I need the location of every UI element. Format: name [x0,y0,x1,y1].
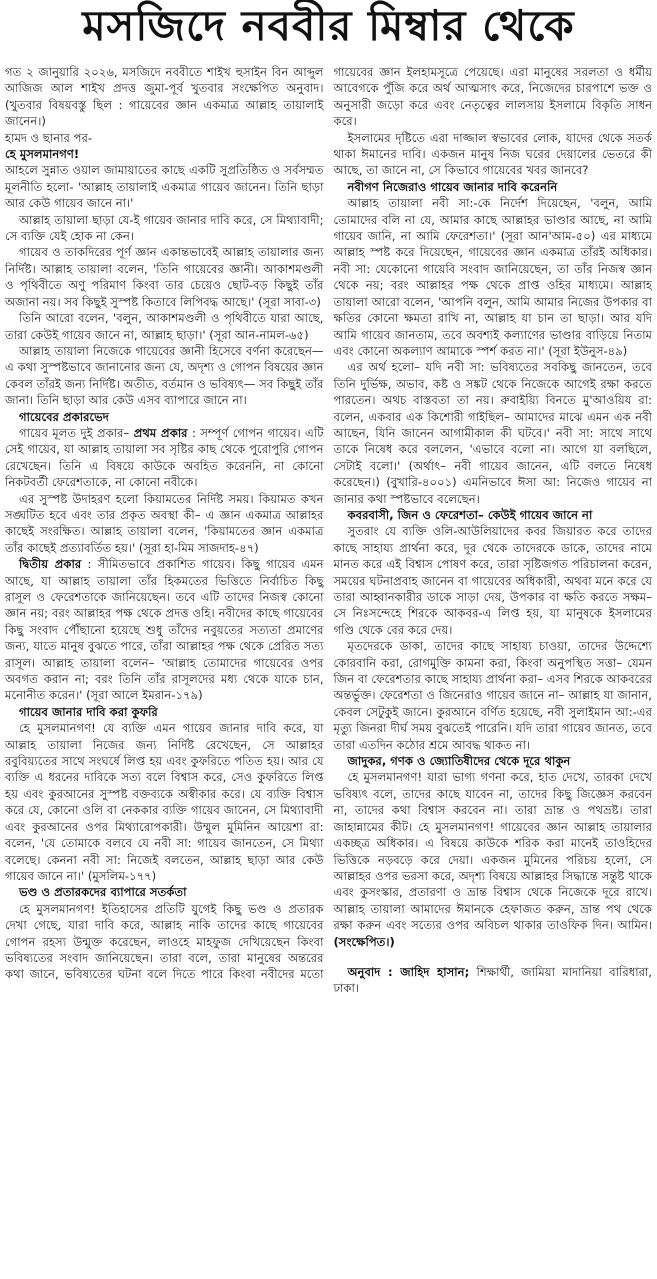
text-run: ইসলামের দৃষ্টিতে এরা দাজ্জাল স্বভাবের লোক, যাদের থেকে সতর্ক থাকা ঈমানের দাবি। একজন মানুষ নিজ ঘরের দেয়ালের ভেতরে কী আছে, তা জানে না, সে কিভাবে গায়েবের খবর জানবে? [333,130,652,178]
article-body [0,54,657,1264]
text-run: হামদ ও ছানার পর- [5,130,93,145]
paragraph [5,162,324,211]
text-run: : সীমিতভাবে প্রকাশিত গায়েব। কিছু গায়েব এমন আছে, যা আল্লাহ তায়ালা তাঁর হিকমতের ভিত্তিতে নির্বাচিত কিছু রাসূল ও ফেরেশতাকে জানিয়েছেন। তবে এটি তাদের নিজস্ব কোনো জ্ঞান নয়; বরং আল্লাহর পক্ষ থেকে প্রদত্ত ওহি। নবীদের কাছে গায়েবের কিছু সংবাদ পৌঁছানো হয়েছে শুধু তাঁদের নবুয়তের সত্যতা প্রমাণের জন্য, যাতে মানুষ বুঝতে পারে, তাঁরা আল্লাহর পক্ষ থেকে প্রেরিত সত্য রাসূল। আল্লাহ তায়ালা বলেন– 'আল্লাহ তোমাদের গায়েবের ওপর অবগত করান না; বরং তিনি তাঁর রাসূলদের মধ্য থেকে যাকে চান, মনোনীত করেন।' (সূরা আলে ইমরান-১৭৯) [5,557,324,703]
section-heading [5,409,324,425]
paragraph [334,638,653,753]
paragraph [5,130,324,146]
bold-text: দ্বিতীয় প্রকার [19,557,82,572]
translator-credit [334,964,653,997]
paragraph [5,491,324,557]
article-title: মসজিদে নববীর মিম্বার থেকে [82,1,575,50]
text-run: হে মুসলমানগণ! ইতিহাসের প্রতিটি যুগেই কিছু ভণ্ড ও প্রতারক দেখা গেছে, যারা দাবি করে, আল্লাহ নাকি তাদের কাছে গায়েবের গোপন রহস্য উন্মুক্ত করেছেন, লাওহে মাহফুজ দেখিয়েছেন কিংবা ভবিষ্যতের সংবাদ জানিয়েছেন। তারা বলে, তারা মানুষের অন্তরের কথা জানে, ভবিষ্যতের ঘটনা বলে দিতে পারে কিংবা নবীদের মতো গায়েবের জ্ঞান ইলহামসূত্রে পেয়েছে। এরা মানুষের সরলতা ও ধর্মীয় আবেগকে পুঁজি করে অর্থ আত্মসাৎ করে, নিজেদের চারপাশে ভক্ত ও অনুসারী জড়ো করে এবং নেতৃত্বের লালসায় ইসলামে বিকৃতি সাধন করে। [5,65,652,982]
text-run: সুতরাং যে ব্যক্তি ওলি-আউলিয়াদের কবর জিয়ারত করে তাদের কাছে সাহায্য প্রার্থনা করে, দূর থেকে তাদেরকে ডাকে, তাদের নামে মানত করে এই বিশ্বাস পোষণ করে, তারা সৃষ্টিজগত পরিচালনা করেন, সময়ের ঘটনাপ্রবাহ জানেন বা গায়েবের অধিকারী, অথবা মনে করে যে তারা আহ্বানকারীর ডাকে সাড়া দেয়, উপকার বা ক্ষতি করতে সক্ষম– সে নিঃসন্দেহে শিরকে আকবর-এ লিপ্ত হয়, যা মানুষকে ইসলামের গণ্ডি থেকে বের করে দেয়। [333,524,652,637]
section-heading [5,704,324,720]
text-run: আহলে সুন্নাত ওয়াল জামায়াতের কাছে একটি সুপ্রতিষ্ঠিত ও সর্বসম্মত মূলনীতি হলো- 'আল্লাহ তায়ালাই একমাত্র গায়েব জানেন। তিনি ছাড়া আর কেউ গায়েব জানে না।' [5,163,324,211]
paragraph [5,343,324,409]
text-run: জাদুকর, গণক ও জ্যোতিষীদের থেকে দূরে থাকুন [347,754,571,769]
paragraph [334,195,653,359]
paragraph [5,244,324,310]
text-run: এর সুস্পষ্ট উদাহরণ হলো কিয়ামতের নির্দিষ্ট সময়। কিয়ামত কখন সঙ্ঘটিত হবে এবং তার প্রকৃত অবস্থা কী– এ জ্ঞান একমাত্র আল্লাহর কাছেই সংরক্ষিত। আল্লাহ তায়ালা বলেন, 'কিয়ামতের জ্ঞান একমাত্র তাঁর কাছেই প্রত্যাবর্তিত হয়।' (সূরা হা-মিম সাজদাহ-৪৭) [5,491,324,555]
text-run: ভণ্ড ও প্রতারকদের ব্যাপারে সতর্কতা [19,885,187,900]
paragraph [5,556,324,704]
text-run: নবীগণ নিজেরাও গায়েব জানার দাবি করেননি [347,179,558,194]
paragraph [334,359,653,507]
section-heading [5,884,324,900]
text-run: গত ২ জানুয়ারি ২০২৬, মসজিদে নববীতে শাইখ হুসাইন বিন আব্দুল আজিজ আল শাইখ প্রদত্ত জুমা-পূর্ব খুতবার সংক্ষেপিত অনুবাদ। (খুতবার বিষয়বস্তু ছিল : গায়েবের জ্ঞান একমাত্র আল্লাহ তায়ালাই জানেন।) [5,65,324,129]
bold-text: (সংক্ষেপিত।) [333,934,395,949]
text-run: তিনি আরো বলেন, 'বলুন, আকাশমণ্ডলী ও পৃথিবীতে যারা আছে, তারা কেউই গায়েব জানে না, আল্লাহ ছাড়া।' (সূরা আন-নামল-৬৫) [5,311,324,342]
section-heading [334,753,653,769]
section-heading [334,507,653,523]
text-run: আল্লাহ তায়ালা নবী সা:-কে নির্দেশ দিয়েছেন, 'বলুন, আমি তোমাদের বলি না যে, আমার কাছে আল্লাহর ভাণ্ডার আছে, না আমি গায়েব জানি, না আমি ফেরেশতা।' (সূরা আন'আম-৫০) এর মাধ্যমে আল্লাহ স্পষ্ট করে দিয়েছেন, গায়েবের জ্ঞান একমাত্র তাঁরই অধিকার। নবী সা: যেকোনো গায়েবি সংবাদ জানিয়েছেন, তা তাঁর নিজস্ব জ্ঞান থেকে নয়; বরং আল্লাহর পক্ষ থেকে প্রাপ্ত ওহির মাধ্যমে। আল্লাহ তায়ালা আরো বলেন, 'আপনি বলুন, আমি আমার নিজের উপকার বা ক্ষতির কোনো ক্ষমতা রাখি না, আল্লাহ যা চান তা ছাড়া। আর যদি আমি গায়েব জানতাম, তবে অবশ্যই কল্যাণের ভাণ্ডার বাড়িয়ে নিতাম এবং কোনো অকল্যাণ আমাকে স্পর্শ করত না।' (সূরা ইউনুস-৪৯) [333,196,652,358]
paragraph [5,64,324,130]
text-run: কবরবাসী, জিন ও ফেরেশতা– কেউই গায়েব জানে না [347,507,593,522]
text-run: মৃতদেরকে ডাকা, তাদের কাছে সাহায্য চাওয়া, তাদের উদ্দেশ্যে কোরবানি করা, রোগমুক্তি কামনা করা, কিংবা অনুপস্থিত সত্তা– যেমন জিন বা ফেরেশতার কাছে সাহায্য প্রার্থনা করা– এসব শিরকে আকবরের অন্তর্ভুক্ত। ফেরেশতা ও জিনেরাও গায়েব জানে না– আল্লাহ যা জানান, কেবল সেটুকুই জানে। কুরআনে বর্ণিত হয়েছে, নবী সুলাইমান আ:-এর মৃত্যু জিনরা দীর্ঘ সময় বুঝতেই পারেনি। যদি তারা গায়েব জানত, তবে তারা এতদিন কঠোর শ্রমে আবদ্ধ থাকত না। [333,639,652,752]
text-run: গায়েব মূলত দুই প্রকার– [19,425,134,440]
paragraph [5,720,324,884]
text-run: হে মুসলমানগণ! যে ব্যক্তি এমন গায়েব জানার দাবি করে, যা আল্লাহ তায়ালা নিজের জন্য নির্দিষ্ট রেখেছেন, সে আল্লাহর রবুবিয়্যতের সাথে সংঘর্ষে লিপ্ত হয় এবং কুফরিতে পতিত হয়। আর যে ব্যক্তি এ ধরনের দাবিকে সত্য বলে বিশ্বাস করে, সেও কুফরিতে লিপ্ত হয় এবং কুরআনের সুস্পষ্ট বক্তব্যকে অস্বীকার করে। যে ব্যক্তি বিশ্বাস করে যে, কোনো ওলি বা নেককার ব্যক্তি গায়েব জানেন, সে মিথ্যাবাদী এবং কুরআনের ওপর মিথ্যারোপকারী। উম্মুল মুমিনিন আয়েশা রা: বলেন, 'যে তোমাকে বলবে যে নবী সা: গায়েব জানতেন, সে মিথ্যা বলেছে। কেননা নবী সা: নিজেই বলতেন, আল্লাহ ছাড়া আর কেউ গায়েব জানে না।' (মুসলিম-১৭৭) [5,721,324,883]
section-heading [5,146,324,162]
text-run: এর অর্থ হলো– যদি নবী সা: ভবিষ্যতের সবকিছু জানতেন, তবে তিনি দুর্ভিক্ষ, অভাব, কষ্ট ও সঙ্কট থেকে নিজেকে আগেই রক্ষা করতে পারতেন। অথচ বাস্তবতা তা নয়। রুবাইয়্যি বিনতে মু'আওয়িয রা: বলেন, একবার এক কিশোরী গাইছিল– আমাদের মাঝে এমন এক নবী আছেন, যিনি জানেন আগামীকাল কী ঘটবে।' নবী সা: সাথে সাথে তাকে নিষেধ করে বললেন, 'এভাবে বলো না। আগে যা বলছিলে, সেটাই বলো।' (অর্থাৎ– নবী গায়েব জানেন, এটি বলতে নিষেধ করেছেন।) (বুখারি-৪০০১) এমনিভাবে ঈসা আ: নিজেও গায়েব না জানার কথা স্পষ্টভাবে বলেছেন। [333,360,652,506]
paragraph [5,310,324,343]
bold-text: অনুবাদ : জাহিদ হাসান; [347,964,470,979]
section-heading [334,179,653,195]
paragraph [334,130,653,179]
paragraph [334,523,653,638]
bold-text: প্রথম প্রকার [133,425,188,440]
text-run: গায়েব ও তাকদিরের পূর্ণ জ্ঞান একান্তভাবেই আল্লাহ তায়ালার জন্য নির্দিষ্ট। আল্লাহ তায়ালা বলেন, 'তিনি গায়েবের জ্ঞানী। আকাশমণ্ডলী ও পৃথিবীতে অণু পরিমাণ কিংবা তার চেয়েও ছোট-বড় কিছুই তাঁর অজানা নয়। সব কিছুই সুস্পষ্ট কিতাবে লিপিবদ্ধ আছে।' (সূরা সাবা-৩) [5,245,324,309]
paragraph [5,212,324,245]
text-run: : সম্পূর্ণ গোপন গায়েব। এটি সেই গায়েব, যা আল্লাহ তায়ালা সব সৃষ্টির কাছ থেকে পুরোপুরি গোপন রেখেছেন। তিনি এ বিষয়ে কাউকে অবহিত করেননি, না কোনো নিকটবর্তী ফেরেশতাকে, না কোনো নবীকে। [5,425,324,490]
text-run: হে মুসলমানগণ! যারা ভাগ্য গণনা করে, হাত দেখে, তারকা দেখে ভবিষ্যৎ বলে, তাদের কাছে যাবেন না, তাদের কিছু জিজ্ঞেস করবেন না, তাদের কথা বিশ্বাস করবেন না। তারা ভ্রান্ত ও পথভ্রষ্ট। তারা জাহান্নামের কীট। হে মুসলমানগণ! গায়েবের জ্ঞান আল্লাহ তায়ালার একচ্ছত্র অধিকার। এ বিষয়ে কাউকে শরিক করা মানেই তাওহিদের ভিত্তিকে নড়বড়ে করে দেয়া। একজন মুমিনের পরিচয় হলো, সে আল্লাহর ওপর ভরসা করে, অদৃশ্য বিষয়ে আল্লাহর সিদ্ধান্তে সন্তুষ্ট থাকে এবং কুসংস্কার, প্রতারণা ও ভ্রান্ত বিশ্বাস থেকে নিজেকে দূরে রাখে। আল্লাহ তায়ালা আমাদের ঈমানকে হেফাজত করুন, ভ্রান্ত পথ থেকে রক্ষা করুন এবং সত্যের ওপর অবিচল থাকার তাওফিক দিন। আমিন। [333,770,652,933]
text-run: গায়েবের প্রকারভেদ [19,409,109,424]
text-run: গায়েব জানার দাবি করা কুফরি [19,704,158,719]
text-run: হে মুসলমানগণ! [5,147,80,162]
paragraph [5,425,324,491]
text-run: আল্লাহ তায়ালা ছাড়া যে-ই গায়েব জানার দাবি করে, সে মিথ্যাবাদী; সে ব্যক্তি যেই হোক না কেন। [5,212,324,244]
text-run: আল্লাহ তায়ালা নিজেকে গায়েবের জ্ঞানী হিসেবে বর্ণনা করেছেন— এ কথা সুস্পষ্টভাবে জানানোর জন্য যে, অদৃশ্য ও গোপন বিষয়ের জ্ঞান কেবল তাঁরই জন্য নির্দিষ্ট। অতীত, বর্তমান ও ভবিষ্যৎ— সব কিছুই তাঁর জানা। তিনি ছাড়া আর কেউ এসব ব্যাপারে জানে না। [5,343,324,408]
paragraph [334,769,653,949]
text-run: শিক্ষার্থী, জামিয়া মাদানিয়া বারিধারা, ঢাকা। [333,964,652,996]
